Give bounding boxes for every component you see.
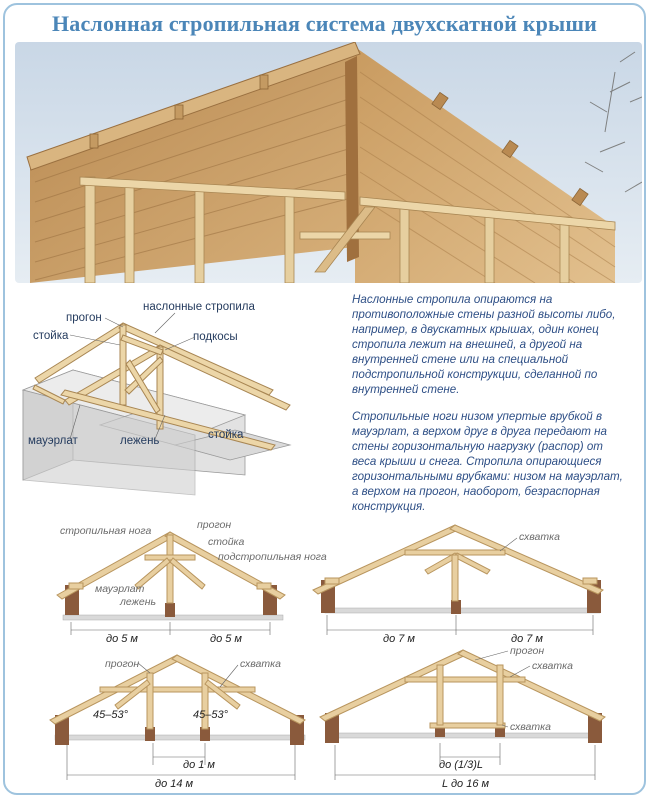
- d1-label-mauerlat: мауэрлат: [95, 583, 145, 595]
- d3-dim-total: до 14 м: [155, 778, 194, 790]
- diagram-4: [320, 645, 605, 790]
- d1-dim-right: до 5 м: [210, 633, 242, 645]
- d1-label-progon: прогон: [197, 519, 232, 531]
- d1-dim-left: до 5 м: [106, 633, 138, 645]
- d2-dim-left: до 7 м: [383, 633, 415, 645]
- d1-label-strop-noga: стропильная нога: [60, 525, 152, 537]
- d4-dim-inner: до (1/3)L: [439, 759, 483, 771]
- d1-label-lezhen: лежень: [120, 596, 157, 608]
- paragraph-1: Наслонные стропила опираются на противоположные стены разной высоты либо, например, в двускатных крышах, один конец стропила лежит на внешней, а другой на внутренней стене или на специальной подстропильной конструкции, сделанной по внутренней стене.: [352, 293, 616, 396]
- page-title: Наслонная стропильная система двухскатной крыши: [51, 11, 598, 36]
- d1-label-podstrop: подстропильная нога: [218, 551, 327, 563]
- d2-dim-right: до 7 м: [511, 633, 543, 645]
- label-lezhen: лежень: [120, 435, 160, 447]
- infographic-frame: [3, 3, 646, 795]
- d3-dim-inner: до 1 м: [183, 759, 215, 771]
- d3-label-angle-right: 45–53°: [193, 709, 228, 721]
- d3-label-angle-left: 45–53°: [93, 709, 128, 721]
- d4-label-progon: прогон: [510, 645, 545, 657]
- label-podkosy: подкосы: [193, 331, 238, 343]
- diagram-3: [50, 655, 305, 790]
- label-naslonnye-stropila: наслонные стропила: [143, 301, 255, 313]
- label-mauerlat: мауэрлат: [28, 435, 78, 447]
- d4-label-skhvatka-bottom: схватка: [510, 721, 551, 733]
- d1-label-stoyka: стойка: [208, 536, 245, 548]
- isometric-rafter-illustration: [5, 5, 646, 795]
- d3-label-skhvatka: схватка: [240, 658, 281, 670]
- diagram-1: [57, 519, 327, 645]
- label-progon: прогон: [66, 312, 102, 324]
- d4-label-skhvatka-top: схватка: [532, 660, 573, 672]
- d4-dim-total: L до 16 м: [442, 778, 490, 790]
- label-stoyka-bottom: стойка: [208, 429, 244, 441]
- paragraph-2: Стропильные ноги низом упертые врубкой в мауэрлат, а верхом друг в друга передают на стены горизонтальную нагрузку (распор) от веса крыши и снега. Стропила опирающиеся горизонтальными врубками: низом на мауэрлат, а верхом на прогон, наоборот, безраспорная конструкция.: [352, 410, 623, 513]
- label-stoyka-top: стойка: [33, 330, 69, 342]
- diagram-2: [313, 525, 603, 645]
- d2-label-skhvatka: схватка: [519, 531, 560, 543]
- d3-label-progon: прогон: [105, 658, 140, 670]
